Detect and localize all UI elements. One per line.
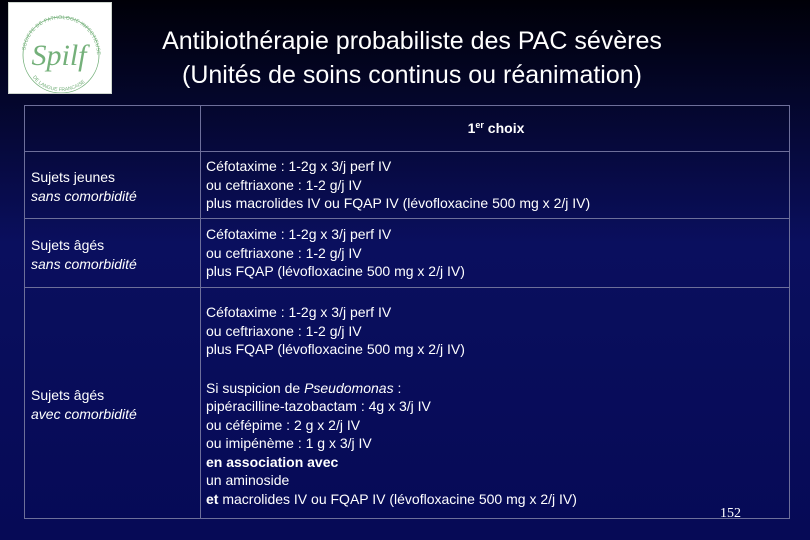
antibiotic-table <box>24 105 790 519</box>
svg-text:DE LANGUE FRANCAISE <box>31 75 87 93</box>
row-divider-2 <box>25 287 789 288</box>
title-line-2: (Unités de soins continus ou réanimation) <box>182 61 642 89</box>
row3-association: en association avec <box>206 453 339 470</box>
row3-line: pipéracilline-tazobactam : 4g x 3/j IV <box>206 398 431 414</box>
row1-line: ou ceftriaxone : 1-2 g/j IV <box>206 176 362 193</box>
row3-label-line1: Sujets âgés <box>31 387 105 403</box>
row2-line: Céfotaxime : 1-2g x 3/j perf IV <box>206 226 392 242</box>
row1-line: Céfotaxime : 1-2g x 3/j perf IV <box>206 158 392 174</box>
spilf-logo-graphic <box>9 3 111 93</box>
row-divider-1 <box>25 218 789 219</box>
row2-label <box>31 236 137 273</box>
row1-label-line1: Sujets jeunes <box>31 169 116 185</box>
logo-main-text: Spilf <box>31 39 87 72</box>
row1-label-line2: sans comorbidité <box>31 187 137 204</box>
row3-treatment <box>206 303 577 508</box>
row2-line: ou ceftriaxone : 1-2 g/j IV <box>206 244 362 261</box>
header-sup: er <box>475 120 484 130</box>
page-number: 152 <box>720 506 741 521</box>
logo-ring-text-bottom: DE LANGUE FRANCAISE <box>30 74 87 93</box>
row3-line: ou ceftriaxone : 1-2 g/j IV <box>206 322 362 339</box>
row1-line: plus macrolides IV ou FQAP IV (lévofloxacine 500 mg x 2/j IV) <box>206 195 591 211</box>
row1-treatment <box>206 157 590 213</box>
row3-aminoside: un aminoside <box>206 472 290 488</box>
row3-line: ou imipénème : 1 g x 3/j IV <box>206 435 372 451</box>
title-line-1: Antibiothérapie probabiliste des PAC sévères <box>162 27 662 55</box>
row2-label-line1: Sujets âgés <box>31 237 105 253</box>
row3-last-line: et macrolides IV ou FQAP IV (lévofloxacine 500 mg x 2/j IV) <box>206 490 577 507</box>
slide-title <box>112 24 712 92</box>
row2-label-line2: sans comorbidité <box>31 255 137 272</box>
header-text: choix <box>483 120 525 136</box>
row3-suspicion: Si suspicion de Pseudomonas : <box>206 379 402 396</box>
row1-label <box>31 168 137 205</box>
logo-ring-text-top: SOCIETE DE PATHOLOGIE INFECTIEUSE <box>21 14 102 56</box>
header-number: 1 <box>467 120 476 136</box>
row2-treatment <box>206 225 465 281</box>
row3-label <box>31 386 137 423</box>
row3-line: ou céfépime : 2 g x 2/j IV <box>206 416 361 433</box>
header-divider <box>25 151 789 152</box>
column-divider <box>200 106 201 518</box>
column-header <box>201 120 791 136</box>
row3-label-line2: avec comorbidité <box>31 405 137 422</box>
row3-line: plus FQAP (lévofloxacine 500 mg x 2/j IV) <box>206 341 465 357</box>
row3-line: Céfotaxime : 1-2g x 3/j perf IV <box>206 304 392 320</box>
row2-line: plus FQAP (lévofloxacine 500 mg x 2/j IV) <box>206 263 465 279</box>
spilf-logo <box>8 2 112 94</box>
